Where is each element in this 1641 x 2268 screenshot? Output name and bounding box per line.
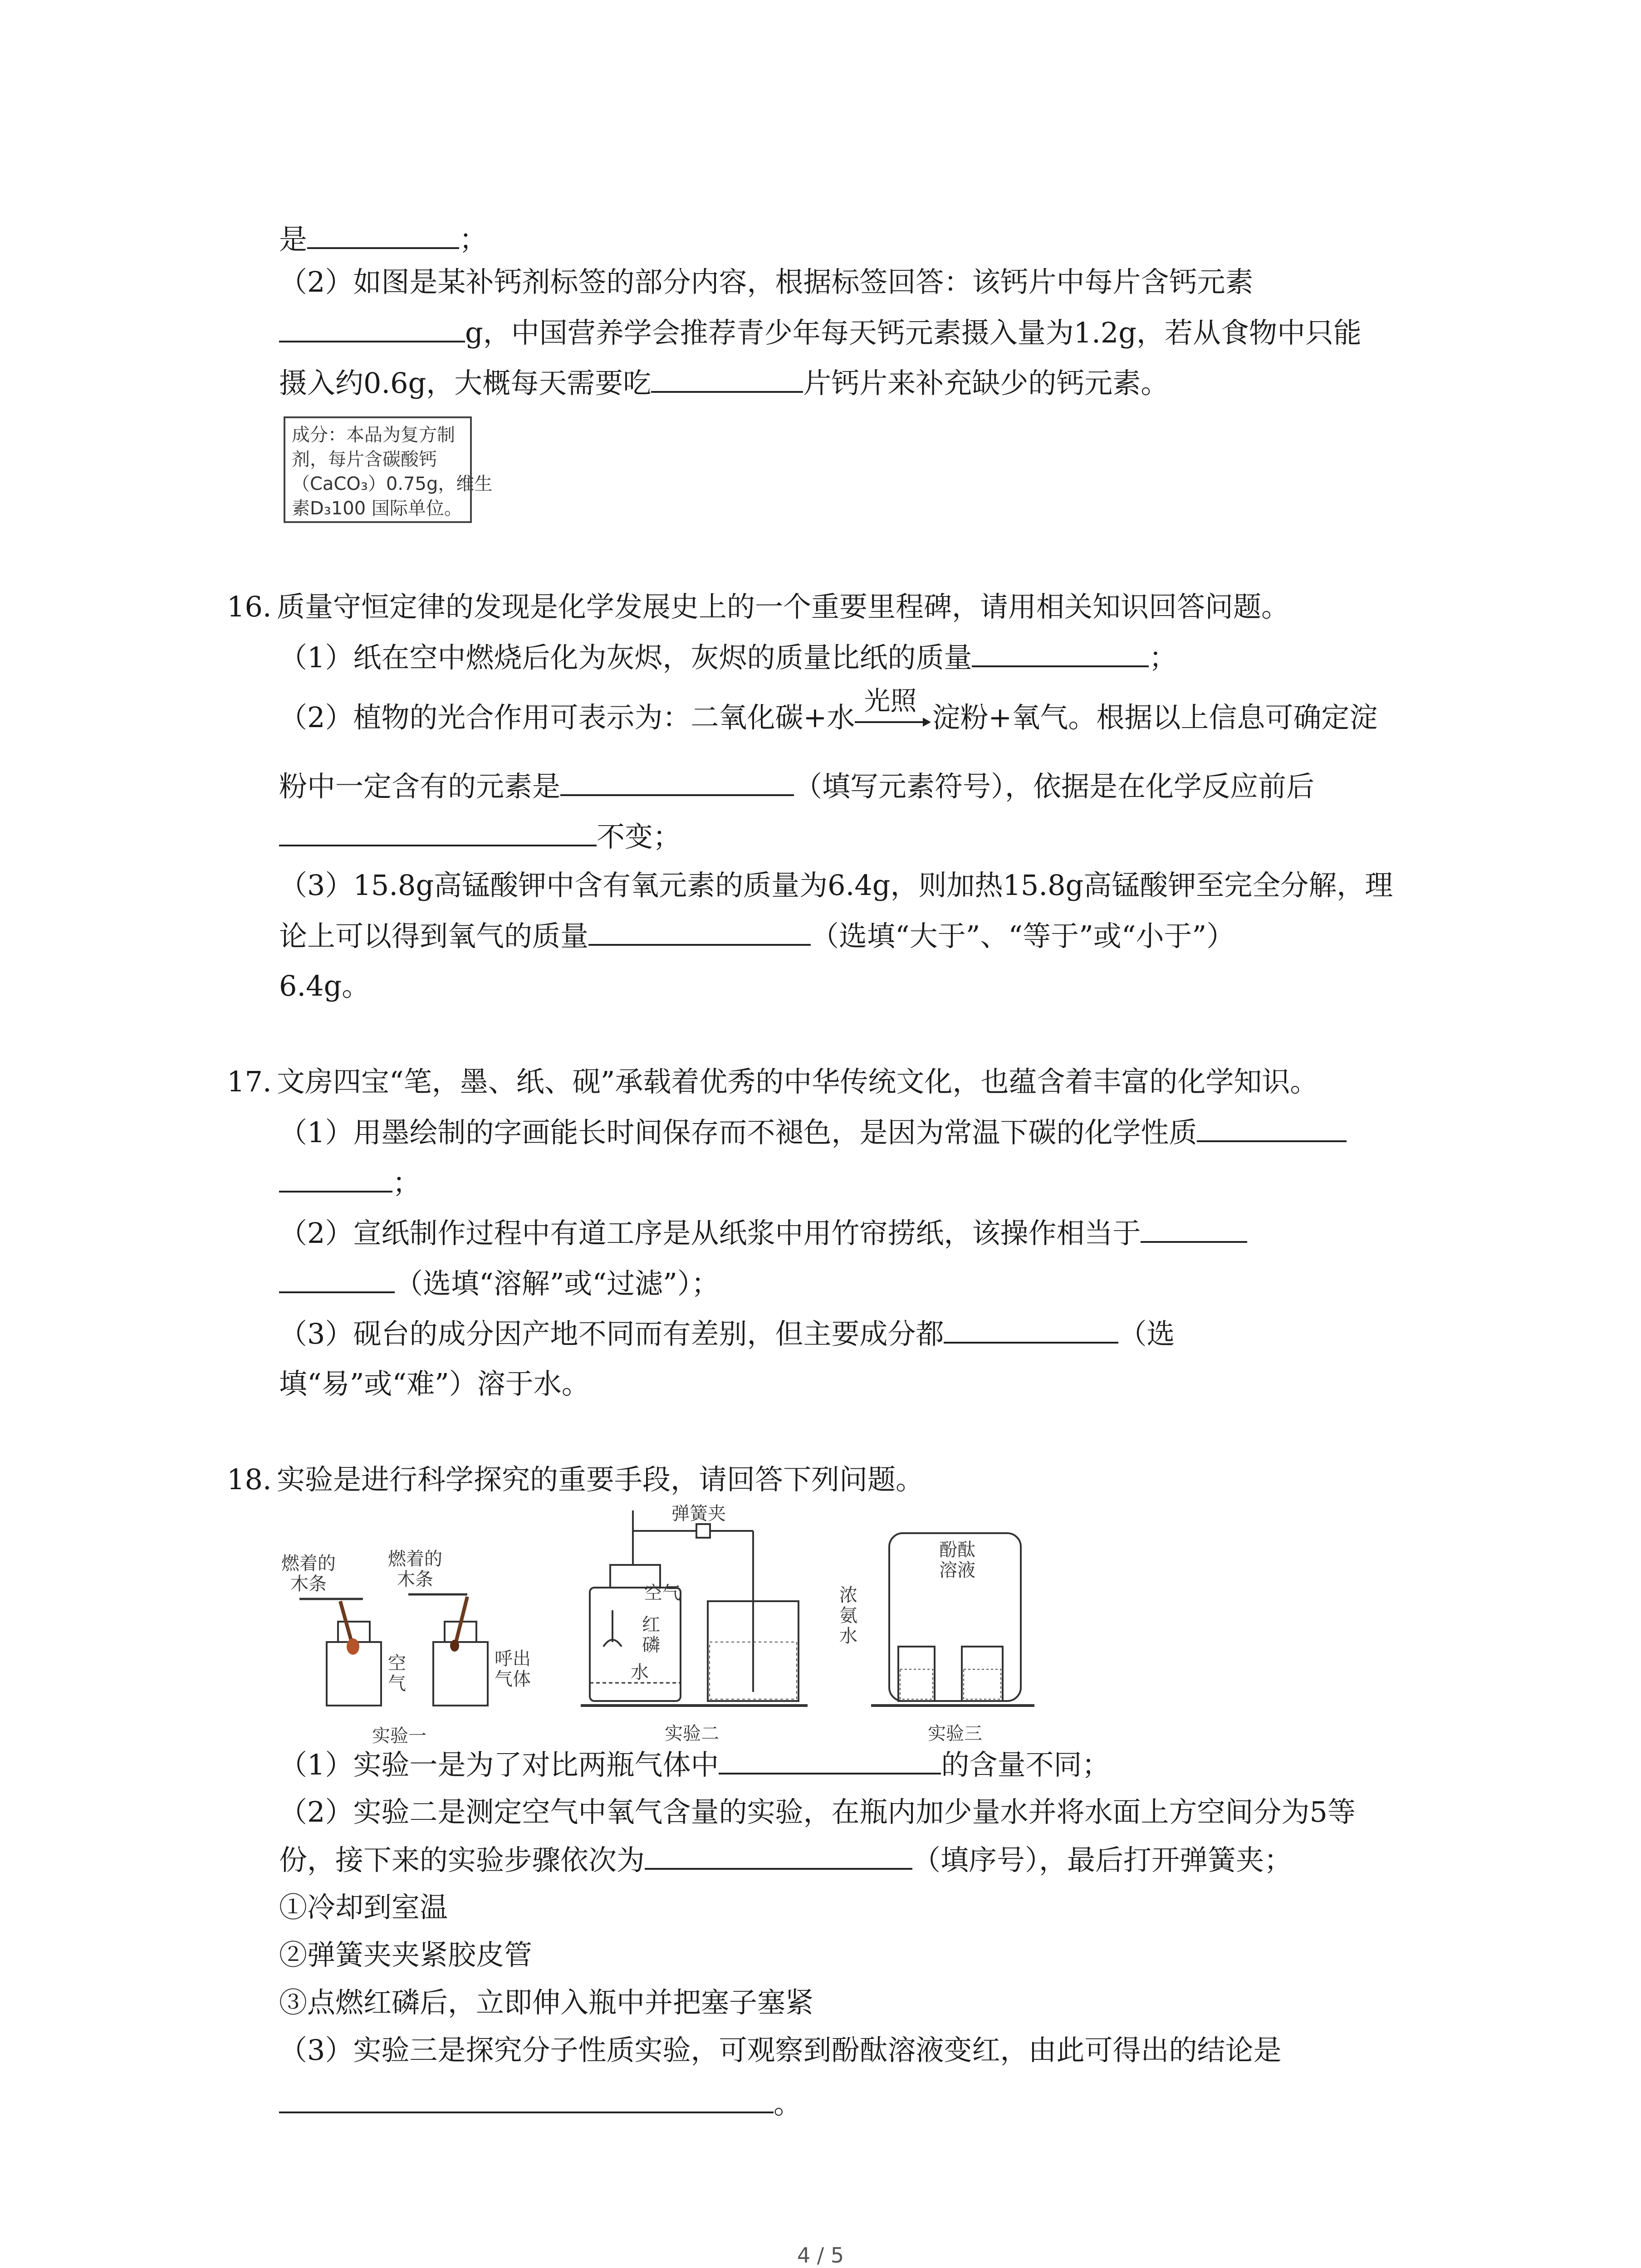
q16-part2-b: 粉中一定含有的元素是 （填写元素符号），依据是在化学反应前后: [279, 768, 1314, 805]
q17-blank-1b[interactable]: [279, 1164, 392, 1193]
q18-blank-2[interactable]: [645, 1842, 912, 1870]
q16-part3-c: 6.4g。: [279, 969, 370, 1002]
exp1-ember2: [450, 1640, 459, 1652]
q17-part2-cont: （选填“溶解”或“过滤”）；: [279, 1265, 720, 1302]
q15-blank-1[interactable]: [307, 221, 459, 249]
q18-blank-3[interactable]: [279, 2085, 774, 2113]
exp2-group: [581, 1503, 808, 1744]
exp2-p-l1: 红: [642, 1614, 660, 1635]
exp2-p-l2: 磷: [642, 1635, 660, 1656]
supplement-label-box: [284, 416, 493, 523]
q17-blank-2b[interactable]: [279, 1265, 395, 1293]
exp1-caption: 实验一: [372, 1725, 426, 1746]
exp3-ammonia-l3: 水: [839, 1626, 857, 1647]
label-line: （CaCO₃）0.75g，维生: [292, 474, 493, 494]
q18-part3-a: （3）实验三是探究分子性质实验，可观察到酚酞溶液变红，由此可得出的结论是: [279, 2033, 1282, 2067]
q16-part2-a: （2）植物的光合作用可表示为：二氧化碳+水 光照 淀粉+氧气。根据以上信息可确定淀: [279, 699, 1377, 736]
exp2-caption: 实验二: [665, 1723, 719, 1744]
q17-blank-1a[interactable]: [1197, 1114, 1347, 1142]
q18-part2-a: （2）实验二是测定空气中氧气含量的实验，在瓶内加少量水并将水面上方空间分为5等: [279, 1795, 1356, 1828]
exp1-air-l2: 气: [388, 1673, 406, 1694]
q16-blank-3[interactable]: [279, 818, 597, 846]
exp2-clip: [696, 1524, 710, 1538]
q15-part2-c: 摄入约0.6g，大概每天需要吃 片钙片来补充缺少的钙元素。: [279, 365, 1169, 401]
q18-part2-b: 份，接下来的实验步骤依次为 （填序号），最后打开弹簧夹；: [279, 1842, 1292, 1878]
reaction-condition: 光照: [864, 685, 917, 716]
label-line: 剂，每片含碳酸钙: [292, 449, 437, 470]
exp3-phenol-l2: 溶液: [939, 1560, 975, 1581]
q17-part3: （3）砚台的成分因产地不同而有差别，但主要成分都 （选: [279, 1315, 1175, 1352]
q17-blank-3[interactable]: [944, 1315, 1118, 1344]
q15-part2-a: （2）如图是某补钙剂标签的部分内容，根据标签回答：该钙片中每片含钙元素: [279, 265, 1254, 298]
exp3-phenol-l1: 酚酞: [939, 1540, 975, 1560]
exp1-breath-l2: 气体: [495, 1669, 531, 1690]
q16-part3-b: 论上可以得到氧气的质量 （选填“大于”、“等于”或“小于”）: [279, 918, 1234, 954]
exp3-beaker-left: [898, 1647, 935, 1701]
q16-blank-1[interactable]: [972, 639, 1149, 667]
exp1-breath-l1: 呼出: [495, 1648, 531, 1669]
exp3-ammonia-l1: 浓: [839, 1585, 857, 1606]
q18-step-3: ③点燃红磷后，立即伸入瓶中并把塞子塞紧: [279, 1986, 814, 2019]
exp3-ammonia-l2: 氨: [839, 1605, 857, 1626]
label-line: 素D₃100 国际单位。: [292, 498, 462, 519]
exp3-beaker-right: [962, 1647, 1003, 1701]
q18-blank-1[interactable]: [719, 1746, 941, 1774]
arrow-right-icon: [855, 715, 932, 729]
q18-part3-b: 。: [279, 2085, 802, 2122]
q15-blank-3[interactable]: [651, 365, 803, 393]
exp3-group: [839, 1533, 1034, 1744]
experiment-figure: [272, 1497, 1043, 1751]
exp2-water-label: 水: [631, 1662, 649, 1683]
label-line: 成分：本品为复方制: [292, 425, 455, 445]
q16-stem: 16. 质量守恒定律的发现是化学发展史上的一个重要里程碑，请用相关知识回答问题。: [227, 589, 1289, 625]
q15-part2-b: g，中国营养学会推荐青少年每天钙元素摄入量为1.2g，若从食物中只能: [279, 314, 1362, 351]
page-number: 4 / 5: [797, 2243, 844, 2268]
exp1-group: [281, 1549, 531, 1746]
q17-stem: 17. 文房四宝“笔，墨、纸、砚”承载着优秀的中华传统文化，也蕴含着丰富的化学知识。: [227, 1064, 1318, 1100]
exp3-caption: 实验三: [928, 1723, 982, 1744]
exp3-ammonia-liquid: [900, 1669, 933, 1699]
q16-part3-a: （3）15.8g高锰酸钾中含有氧元素的质量为6.4g，则加热15.8g高锰酸钾至完全分解，理: [279, 869, 1393, 902]
exp1-air-l1: 空: [388, 1653, 406, 1674]
reaction-arrow: [855, 685, 932, 733]
exp1-wood2-l1: 燃着的: [388, 1549, 442, 1569]
q15-blank-2[interactable]: [279, 314, 465, 342]
q18-step-2: ②弹簧夹夹紧胶皮管: [279, 1938, 533, 1971]
exp1-wood1-l1: 燃着的: [281, 1553, 336, 1574]
q16-number: 16.: [227, 590, 272, 623]
q16-blank-2[interactable]: [560, 768, 794, 796]
exp2-air-label: 空气: [644, 1583, 681, 1603]
exp1-wood1-l2: 木条: [290, 1574, 327, 1594]
q18-part1: （1）实验一是为了对比两瓶气体中 的含量不同；: [279, 1746, 1110, 1783]
q16-part1: （1）纸在空中燃烧后化为灰烬，灰烬的质量比纸的质量 ；: [279, 639, 1177, 676]
exp1-bottle2: [433, 1642, 488, 1706]
exp3-phenol-liquid: [964, 1669, 1001, 1699]
q16-blank-4[interactable]: [588, 918, 811, 946]
q17-blank-2a[interactable]: [1141, 1215, 1247, 1243]
exp2-flask: [590, 1588, 681, 1701]
q18-number: 18.: [227, 1463, 272, 1496]
q18-step-1: ①冷却到室温: [279, 1891, 448, 1924]
q17-part1: （1）用墨绘制的字画能长时间保存而不褪色，是因为常温下碳的化学性质: [279, 1114, 1347, 1151]
exp1-wood2-l2: 木条: [397, 1569, 433, 1590]
q15-line-end: 是 ；: [279, 221, 487, 258]
q18-stem: 18. 实验是进行科学探究的重要手段，请回答下列问题。: [227, 1461, 924, 1498]
q17-part2: （2）宣纸制作过程中有道工序是从纸浆中用竹帘捞纸，该操作相当于: [279, 1215, 1247, 1251]
q16-part2-c: 不变；: [279, 818, 681, 855]
exp1-flame1: [347, 1638, 359, 1655]
q17-number: 17.: [227, 1065, 272, 1098]
q17-part3-cont: 填“易”或“难”）溶于水。: [279, 1367, 590, 1400]
exp1-stick2: [456, 1597, 467, 1642]
exp2-clip-label: 弹簧夹: [671, 1503, 726, 1524]
experiment-diagram: [272, 1497, 1043, 1751]
q17-part1-cont: ；: [279, 1164, 421, 1201]
